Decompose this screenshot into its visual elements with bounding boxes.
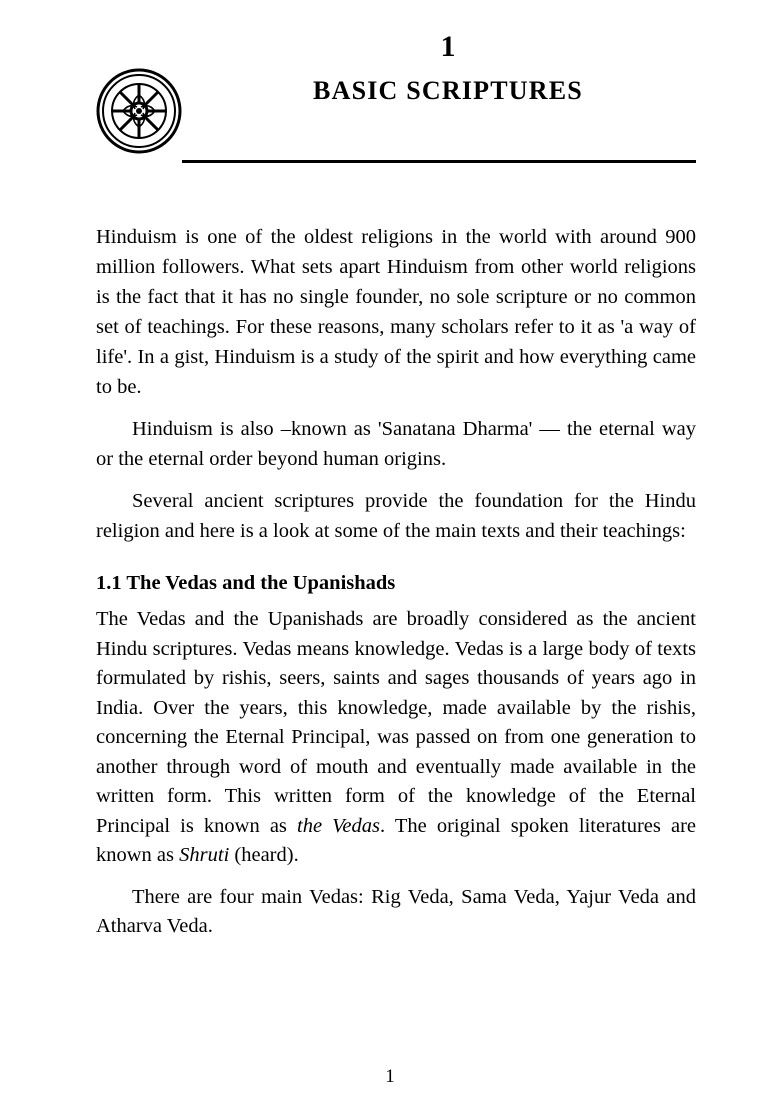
vedas-text-part-3: (heard). — [229, 844, 299, 866]
paragraph-vedas-description — [96, 605, 696, 871]
dharma-wheel-icon — [96, 68, 182, 154]
vedas-text-part-2: . The original spoken literatures are known as — [96, 814, 696, 866]
paragraph-scriptures-intro: Several ancient scriptures provide the foundation for the Hindu religion and here is a look at some of the main texts and their teachings: — [96, 490, 696, 542]
paragraph-intro: Hinduism is one of the oldest religions in the world with around 900 million followers. What sets apart Hinduism from other world religions is the fact that it has no single founder, no sole scripture or no common set of teachings. For these reasons, many scholars refer to it as 'a way of life'. In a gist, Hinduism is a study of the spirit and how everything came to be. — [96, 226, 696, 398]
header-divider — [182, 160, 696, 163]
chapter-number: 1 — [440, 30, 456, 63]
vedas-text-part-1: The Vedas and the Upanishads are broadly considered as the ancient Hindu scriptures. Vedas means knowledge. Vedas is a large body of texts formulated by rishis, seers, saints and sages thousands of years ago in India. Over the years, this knowledge, made available by the rishis, concerning the Eternal Principal, was passed on from one generation to another through word of mouth and eventually made available in the written form. This written form of the knowledge of the Eternal Principal is known as — [96, 608, 696, 837]
vedas-italic-the-vedas: the Vedas — [297, 814, 380, 837]
chapter-header — [96, 30, 696, 150]
chapter-heading-block — [200, 30, 696, 106]
vedas-italic-shruti: Shruti — [179, 844, 230, 866]
paragraph-sanatana-dharma: Hinduism is also –known as 'Sanatana Dharma' — the eternal way or the eternal order beyond human origins. — [96, 418, 696, 470]
section-heading-1-1: 1.1 The Vedas and the Upanishads — [96, 572, 396, 594]
paragraph-four-vedas: There are four main Vedas: Rig Veda, Sama Veda, Yajur Veda and Atharva Veda. — [96, 885, 696, 937]
chapter-title: BASIC SCRIPTURES — [313, 76, 583, 105]
body-content — [96, 222, 696, 942]
page-number: 1 — [385, 1066, 395, 1087]
